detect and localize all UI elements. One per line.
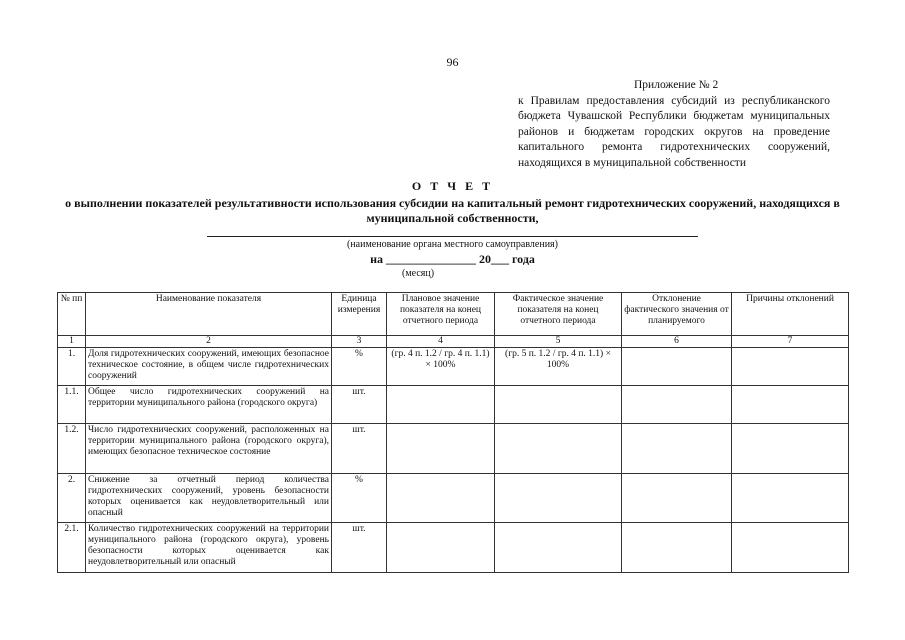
table-row [58,348,849,386]
indicators-table [57,292,849,573]
appendix-block [518,78,830,171]
deviation-cell [622,348,732,386]
reasons-cell [732,523,849,573]
reasons-cell [732,424,849,474]
column-number: 3 [332,336,387,348]
column-number: 1 [58,336,86,348]
header-actual-value: Фактическое значение показателя на конец отчетного периода [495,293,622,336]
deviation-cell [622,523,732,573]
table-row [58,424,849,474]
unit-cell: % [332,348,387,386]
actual-value-cell [495,386,622,424]
report-period: на _______________ 20___ года [370,252,535,266]
deviation-cell [622,474,732,523]
row-number: 1. [58,348,86,386]
header-planned-value: Плановое значение показателя на конец отчетного периода [387,293,495,336]
actual-value-cell [495,474,622,523]
planned-value-cell [387,424,495,474]
month-caption: (месяц) [402,268,435,279]
planned-value-cell: (гр. 4 п. 1.2 / гр. 4 п. 1.1) × 100% [387,348,495,386]
column-number: 5 [495,336,622,348]
report-title: О Т Ч Е Т [411,179,494,193]
planned-value-cell [387,386,495,424]
header-reasons: Причины отклонений [732,293,849,336]
indicator-name: Количество гидротехнических сооружений на территории муниципального района (городского округа), уровень безопасности которых оценивается как неудовлетворительный или опасный [86,523,332,573]
column-number: 6 [622,336,732,348]
column-number: 7 [732,336,849,348]
planned-value-cell [387,523,495,573]
header-indicator-name: Наименование показателя [86,293,332,336]
table-header-row [58,293,849,336]
header-unit: Единица измерения [332,293,387,336]
table-row [58,523,849,573]
actual-value-cell [495,424,622,474]
deviation-cell [622,386,732,424]
indicator-name: Доля гидротехнических сооружений, имеющих безопасное техническое состояние, в общем числе гидротехнических сооружений [86,348,332,386]
page-number: 96 [446,55,459,69]
report-subtitle: о выполнении показателей результативности использования субсидии на капитальный ремонт гидротехнических сооружений, находящихся в муниципальной собственности, [65,196,840,225]
appendix-title: Приложение № 2 [634,79,719,91]
unit-cell: шт. [332,386,387,424]
table-row [58,474,849,523]
reasons-cell [732,386,849,424]
unit-cell: шт. [332,523,387,573]
header-number: № пп [58,293,86,336]
deviation-cell [622,424,732,474]
column-number: 2 [86,336,332,348]
row-number: 1.1. [58,386,86,424]
row-number: 2.1. [58,523,86,573]
org-name-caption: (наименование органа местного самоуправления) [346,239,558,250]
unit-cell: шт. [332,424,387,474]
column-number: 4 [387,336,495,348]
table-row [58,386,849,424]
indicator-name: Снижение за отчетный период количества гидротехнических сооружений, уровень безопасности которых оценивается как неудовлетворительный или опасный [86,474,332,523]
reasons-cell [732,348,849,386]
header-deviation: Отклонение фактического значения от планируемого [622,293,732,336]
row-number: 1.2. [58,424,86,474]
reasons-cell [732,474,849,523]
column-numbers-row [58,336,849,348]
indicator-name: Общее число гидротехнических сооружений на территории муниципального района (городского округа) [86,386,332,424]
org-name-blank-line [207,236,698,237]
planned-value-cell [387,474,495,523]
actual-value-cell [495,523,622,573]
unit-cell: % [332,474,387,523]
actual-value-cell: (гр. 5 п. 1.2 / гр. 4 п. 1.1) × 100% [495,348,622,386]
row-number: 2. [58,474,86,523]
appendix-text: к Правилам предоставления субсидий из республиканского бюджета Чувашской Республики бюджетам муниципальных районов и бюджетам городских округов на проведение капитального ремонта гидротехнических сооружений, находящихся в муниципальной собственности [518,94,830,169]
indicator-name: Число гидротехнических сооружений, расположенных на территории муниципального района (городского округа), имеющих безопасное техническое состояние [86,424,332,474]
